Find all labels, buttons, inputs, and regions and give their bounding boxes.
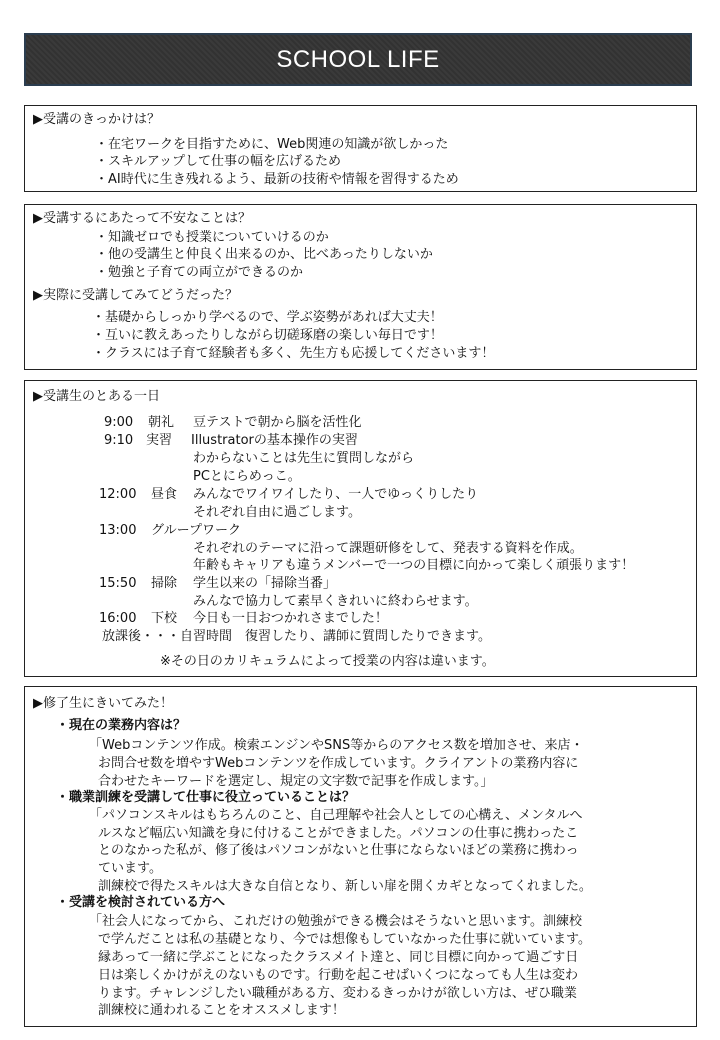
question-prospective: ・受講を検討されている方へ xyxy=(56,895,226,910)
schedule-detail: みんなで協力して素早くきれいに終わらせます。 xyxy=(193,594,478,609)
schedule-activity: 実習 xyxy=(146,433,173,448)
schedule-detail: 年齢もキャリアも違うメンバーで一つの目標に向かって楽しく頑張ります！ xyxy=(193,558,635,573)
schedule-note: ※その日のカリキュラムによって授業の内容は違います。 xyxy=(160,654,495,669)
schedule-detail: みんなでワイワイしたり、一人でゆっくりしたり xyxy=(193,487,479,502)
answer-line: 訓練校に通われることをオススメします！ xyxy=(98,1003,345,1018)
answer-line: 訓練校で得たスキルは大きな自信となり、新しい扉を開くカギとなってくれました。 xyxy=(98,879,592,894)
schedule-after-school: 放課後・・・自習時間 復習したり、講師に質問したりできます。 xyxy=(102,629,491,644)
graduates-heading: ▶修了生にきいてみた！ xyxy=(33,696,173,711)
schedule-time: 9:00 xyxy=(104,415,134,430)
answer-line: 「Webコンテンツ作成。検索エンジンやSNS等からのアクセス数を増加させ、来店・ xyxy=(89,738,584,753)
schedule-detail: わからないことは先生に質問しながら xyxy=(193,451,415,466)
schedule-activity: 下校 xyxy=(151,611,178,626)
banner-title: SCHOOL LIFE xyxy=(276,45,440,73)
experience-item: ・クラスには子育て経験者も多く、先生方も応援してくださいます！ xyxy=(92,346,495,361)
schedule-detail: 学生以来の「掃除当番」 xyxy=(193,576,337,591)
schedule-heading: ▶受講生のとある一日 xyxy=(33,389,160,404)
experience-item: ・互いに教えあったりしながら切磋琢磨の楽しい毎日です！ xyxy=(92,328,443,343)
concerns-item: ・知識ゼロでも授業についていけるのか xyxy=(95,230,329,245)
school-life-banner xyxy=(24,33,692,86)
schedule-time: 12:00 xyxy=(99,487,137,502)
answer-line: ルスなど幅広い知識を身に付けることができました。パソコンの仕事に携わったこ xyxy=(98,826,579,841)
schedule-detail: それぞれのテーマに沿って課題研修をして、発表する資料を作成。 xyxy=(193,541,583,556)
answer-line: で学んだことは私の基礎となり、今では想像もしていなかった仕事に就いています。 xyxy=(98,932,591,947)
schedule-detail: それぞれ自由に過ごします。 xyxy=(193,505,361,520)
concerns-item: ・他の受講生と仲良く出来るのか、比べあったりしないか xyxy=(95,247,433,262)
answer-line: ています。 xyxy=(98,861,162,876)
schedule-time: 9:10 xyxy=(104,433,134,448)
concerns-heading: ▶受講するにあたって不安なことは？ xyxy=(33,211,251,226)
answer-line: 日は楽しくかけがえのないものです。行動を起こせばいくつになっても人生は変わ xyxy=(98,968,578,983)
schedule-detail: 今日も一日おつかれさまでした！ xyxy=(193,611,388,626)
schedule-detail: Illustratorの基本操作の実習 xyxy=(191,433,358,448)
question-training-benefit: ・職業訓練を受講して仕事に役立っていることは？ xyxy=(56,790,356,805)
schedule-detail: PCとにらめっこ。 xyxy=(193,469,301,484)
schedule-activity: グループワーク xyxy=(151,523,241,538)
schedule-activity: 朝礼 xyxy=(148,415,175,430)
question-current-work: ・現在の業務内容は？ xyxy=(56,718,187,733)
motivation-heading: ▶受講のきっかけは？ xyxy=(33,112,160,127)
schedule-time: 16:00 xyxy=(99,611,137,626)
answer-line: ります。チャレンジしたい職種がある方、変わるきっかけが欲しい方は、ぜひ職業 xyxy=(98,986,577,1001)
experience-item: ・基礎からしっかり学べるので、学ぶ姿勢があれば大丈夫！ xyxy=(92,310,443,325)
motivation-item: ・在宅ワークを目指すために、Web関連の知識が欲しかった xyxy=(95,137,449,152)
answer-line: 「社会人になってから、これだけの勉強ができる機会はそうないと思います。訓練校 xyxy=(89,914,582,929)
motivation-item: ・AI時代に生き残れるよう、最新の技術や情報を習得するため xyxy=(95,172,459,187)
schedule-activity: 昼食 xyxy=(151,487,178,502)
schedule-activity: 掃除 xyxy=(151,576,178,591)
answer-line: 縁あって一緒に学ぶことになったクラスメイト達と、同じ目標に向かって過ごす日 xyxy=(98,950,579,965)
answer-line: 合わせたキーワードを選定し、規定の文字数で記事を作成します。」 xyxy=(98,774,494,789)
schedule-time: 13:00 xyxy=(99,523,137,538)
experience-heading: ▶実際に受講してみてどうだった？ xyxy=(33,288,238,303)
concerns-item: ・勉強と子育ての両立ができるのか xyxy=(95,265,304,280)
answer-line: 「パソコンスキルはもちろんのこと、自己理解や社会人としての心構え、メンタルへ xyxy=(89,808,583,823)
answer-line: とのなかった私が、修了後はパソコンがないと仕事にならないほどの業務に携わっ xyxy=(98,843,579,858)
motivation-item: ・スキルアップして仕事の幅を広げるため xyxy=(95,154,341,169)
schedule-detail: 豆テストで朝から脳を活性化 xyxy=(193,415,362,430)
schedule-time: 15:50 xyxy=(99,576,137,591)
answer-line: お問合せ数を増やすWebコンテンツを作成しています。クライアントの業務内容に xyxy=(98,756,579,771)
